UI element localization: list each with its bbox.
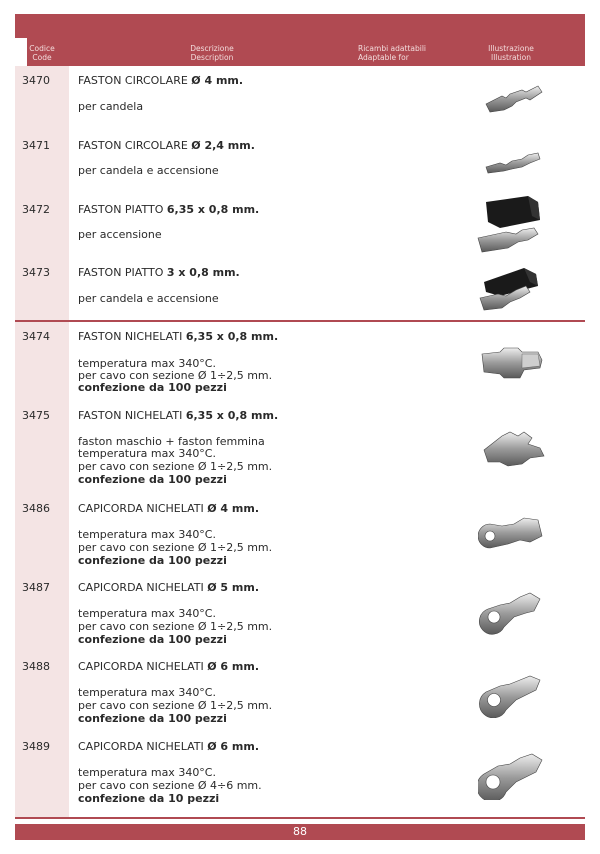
item-line: per candela: [78, 100, 144, 113]
item-code: 3472: [22, 203, 50, 216]
item-title-plain: FASTON PIATTO: [78, 203, 167, 216]
item-code: 3489: [22, 740, 50, 753]
item-title-plain: FASTON PIATTO: [78, 266, 167, 279]
item-title-plain: CAPICORDA NICHELATI: [78, 660, 208, 673]
header-illus-it: Illustrazione: [488, 44, 534, 53]
item-code: 3474: [22, 330, 50, 343]
ring-terminal-icon: [478, 672, 548, 718]
flat-terminal-with-cover-small-icon: [476, 264, 548, 318]
item-line: per cavo con sezione Ø 1÷2,5 mm.: [78, 460, 273, 473]
item-title: [78, 660, 259, 673]
item-title: [78, 740, 259, 753]
item-code: 3487: [22, 581, 50, 594]
code-column: [15, 66, 69, 818]
item-line: per cavo con sezione Ø 4÷6 mm.: [78, 779, 262, 792]
page-number: 88: [293, 825, 307, 838]
header-illustration: [476, 44, 546, 62]
item-pack-line: confezione da 100 pezzi: [78, 712, 227, 725]
item-title: [78, 266, 240, 279]
item-title: [78, 581, 259, 594]
item-title-plain: CAPICORDA NICHELATI: [78, 502, 208, 515]
item-title-bold: Ø 6 mm.: [207, 660, 260, 673]
item-title-plain: FASTON NICHELATI: [78, 409, 186, 422]
item-line: per candela e accensione: [78, 292, 219, 305]
item-pack-line: confezione da 10 pezzi: [78, 792, 220, 805]
item-title-plain: FASTON CIRCOLARE: [78, 74, 192, 87]
section-separator: [15, 320, 585, 322]
header-adapt-en: Adaptable for: [358, 53, 409, 62]
item-line: per cavo con sezione Ø 1÷2,5 mm.: [78, 620, 273, 633]
ring-terminal-icon: [478, 750, 548, 800]
item-title: [78, 409, 278, 422]
item-line: temperatura max 340°C.: [78, 766, 216, 779]
ring-terminal-icon: [478, 591, 548, 635]
flat-terminal-with-cover-icon: [476, 194, 548, 256]
header-desc-en: Description: [190, 53, 234, 62]
item-title: [78, 502, 259, 515]
item-pack-line: confezione da 100 pezzi: [78, 473, 227, 486]
item-title-bold: Ø 5 mm.: [207, 581, 260, 594]
item-line: per accensione: [78, 228, 162, 241]
item-title-plain: FASTON NICHELATI: [78, 330, 186, 343]
header-code-it: Codice: [29, 44, 55, 53]
bottom-rule: [15, 817, 585, 819]
ring-terminal-icon: [478, 514, 548, 550]
item-line: temperatura max 340°C.: [78, 357, 216, 370]
round-terminal-small-icon: [484, 149, 544, 179]
item-title: [78, 139, 255, 152]
item-title-bold: Ø 6 mm.: [207, 740, 260, 753]
item-code: 3475: [22, 409, 50, 422]
item-code: 3470: [22, 74, 50, 87]
item-title: [78, 203, 259, 216]
item-line: temperatura max 340°C.: [78, 528, 216, 541]
item-title: [78, 330, 278, 343]
item-line: temperatura max 340°C.: [78, 686, 216, 699]
header-desc-it: Descrizione: [190, 44, 234, 53]
item-title-bold: Ø 4 mm.: [191, 74, 244, 87]
item-line: faston maschio + faston femmina: [78, 435, 265, 448]
item-title-bold: Ø 4 mm.: [207, 502, 260, 515]
item-pack-line: confezione da 100 pezzi: [78, 381, 227, 394]
item-code: 3471: [22, 139, 50, 152]
header-adaptable: [358, 44, 448, 62]
flat-female-terminal-icon: [480, 346, 546, 382]
item-line: per cavo con sezione Ø 1÷2,5 mm.: [78, 699, 273, 712]
item-title-bold: 6,35 x 0,8 mm.: [166, 203, 260, 216]
header-code-en: Code: [32, 53, 52, 62]
item-title-bold: 6,35 x 0,8 mm.: [185, 330, 279, 343]
item-code: 3488: [22, 660, 50, 673]
header-illus-en: Illustration: [490, 53, 532, 62]
item-line: per cavo con sezione Ø 1÷2,5 mm.: [78, 369, 273, 382]
item-title-bold: 6,35 x 0,8 mm.: [185, 409, 279, 422]
item-line: temperatura max 340°C.: [78, 447, 216, 460]
item-title-plain: CAPICORDA NICHELATI: [78, 581, 208, 594]
item-title-plain: CAPICORDA NICHELATI: [78, 740, 208, 753]
item-line: per cavo con sezione Ø 1÷2,5 mm.: [78, 541, 273, 554]
item-code: 3486: [22, 502, 50, 515]
header-code: [22, 44, 62, 62]
item-line: temperatura max 340°C.: [78, 607, 216, 620]
male-female-terminal-icon: [478, 428, 548, 468]
item-code: 3473: [22, 266, 50, 279]
item-title: [78, 74, 243, 87]
header-adapt-it: Ricambi adattabili: [358, 44, 426, 53]
item-title-bold: Ø 2,4 mm.: [191, 139, 255, 152]
item-title-plain: FASTON CIRCOLARE: [78, 139, 192, 152]
item-title-bold: 3 x 0,8 mm.: [166, 266, 240, 279]
header-description: [172, 44, 252, 62]
item-line: per candela e accensione: [78, 164, 219, 177]
item-pack-line: confezione da 100 pezzi: [78, 633, 227, 646]
item-pack-line: confezione da 100 pezzi: [78, 554, 227, 567]
page-footer: [15, 824, 585, 840]
round-terminal-icon: [482, 84, 544, 116]
